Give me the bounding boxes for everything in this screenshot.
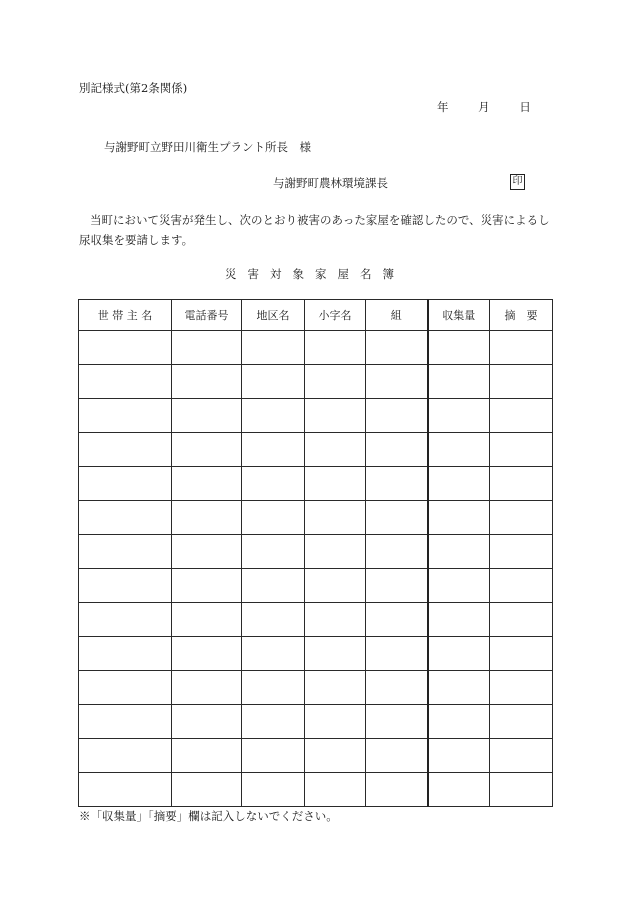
entry-cell[interactable] <box>490 501 553 535</box>
entry-cell[interactable] <box>305 467 366 501</box>
entry-cell[interactable] <box>79 433 172 467</box>
entry-cell[interactable] <box>305 637 366 671</box>
seal-mark: 印 <box>510 174 525 190</box>
table-row <box>79 671 553 705</box>
entry-cell[interactable] <box>428 433 490 467</box>
entry-cell[interactable] <box>428 671 490 705</box>
entry-cell[interactable] <box>172 399 242 433</box>
entry-cell[interactable] <box>242 467 305 501</box>
entry-cell[interactable] <box>305 365 366 399</box>
table-row <box>79 399 553 433</box>
table-row <box>79 535 553 569</box>
entry-cell[interactable] <box>242 637 305 671</box>
entry-cell[interactable] <box>172 773 242 807</box>
entry-cell[interactable] <box>172 739 242 773</box>
entry-cell[interactable] <box>428 773 490 807</box>
entry-cell[interactable] <box>366 569 428 603</box>
entry-cell[interactable] <box>79 399 172 433</box>
date-month-label: 月 <box>478 100 490 114</box>
date-day-label: 日 <box>519 100 531 114</box>
entry-cell[interactable] <box>79 637 172 671</box>
entry-cell[interactable] <box>428 637 490 671</box>
entry-cell[interactable] <box>428 399 490 433</box>
col-header-group: 組 <box>366 300 428 331</box>
table-row <box>79 365 553 399</box>
entry-cell[interactable] <box>172 637 242 671</box>
entry-cell[interactable] <box>79 501 172 535</box>
entry-cell[interactable] <box>428 603 490 637</box>
entry-cell[interactable] <box>79 535 172 569</box>
entry-cell[interactable] <box>490 705 553 739</box>
entry-cell[interactable] <box>490 671 553 705</box>
table-row <box>79 637 553 671</box>
entry-cell[interactable] <box>305 739 366 773</box>
entry-cell[interactable] <box>242 569 305 603</box>
entry-cell[interactable] <box>79 569 172 603</box>
entry-cell[interactable] <box>428 365 490 399</box>
entry-cell[interactable] <box>305 705 366 739</box>
entry-cell[interactable] <box>366 671 428 705</box>
col-header-subdistrict: 小字名 <box>305 300 366 331</box>
entry-cell[interactable] <box>242 433 305 467</box>
entry-cell[interactable] <box>172 671 242 705</box>
entry-cell[interactable] <box>490 569 553 603</box>
entry-cell[interactable] <box>242 331 305 365</box>
table-row <box>79 501 553 535</box>
entry-cell[interactable] <box>305 501 366 535</box>
entry-cell[interactable] <box>490 365 553 399</box>
entry-cell[interactable] <box>242 535 305 569</box>
entry-cell[interactable] <box>490 739 553 773</box>
entry-cell[interactable] <box>79 705 172 739</box>
entry-cell[interactable] <box>79 739 172 773</box>
entry-cell[interactable] <box>305 603 366 637</box>
entry-cell[interactable] <box>305 671 366 705</box>
entry-cell[interactable] <box>242 671 305 705</box>
entry-cell[interactable] <box>366 501 428 535</box>
entry-cell[interactable] <box>305 569 366 603</box>
entry-cell[interactable] <box>366 739 428 773</box>
entry-cell[interactable] <box>428 467 490 501</box>
table-row <box>79 705 553 739</box>
entry-cell[interactable] <box>172 433 242 467</box>
entry-cell[interactable] <box>242 705 305 739</box>
table-row <box>79 569 553 603</box>
col-header-district: 地区名 <box>242 300 305 331</box>
col-header-collected-amount: 収集量 <box>428 300 490 331</box>
entry-cell[interactable] <box>79 331 172 365</box>
entry-cell[interactable] <box>305 433 366 467</box>
entry-cell[interactable] <box>242 773 305 807</box>
entry-cell[interactable] <box>366 331 428 365</box>
entry-cell[interactable] <box>79 365 172 399</box>
register-title: 災害対象家屋名簿 <box>225 267 405 281</box>
entry-cell[interactable] <box>79 671 172 705</box>
sender: 与謝野町農林環境課長 <box>273 176 388 190</box>
table-row <box>79 603 553 637</box>
entry-cell[interactable] <box>428 331 490 365</box>
request-text: 当町において災害が発生し、次のとおり被害のあった家屋を確認したので、災害によるし尿収集を要請します。 <box>79 213 550 247</box>
entry-cell[interactable] <box>172 467 242 501</box>
date-line <box>437 99 531 115</box>
addressee: 与謝野町立野田川衛生プラント所長 様 <box>104 140 311 154</box>
entry-cell[interactable] <box>366 433 428 467</box>
entry-cell[interactable] <box>242 739 305 773</box>
table-row <box>79 331 553 365</box>
entry-cell[interactable] <box>428 705 490 739</box>
entry-cell[interactable] <box>490 603 553 637</box>
entry-cell[interactable] <box>490 433 553 467</box>
table-row <box>79 467 553 501</box>
register-header-row <box>79 300 553 331</box>
entry-cell[interactable] <box>172 705 242 739</box>
footnote: ※「収集量」「摘要」欄は記入しないでください。 <box>79 809 338 823</box>
entry-cell[interactable] <box>79 603 172 637</box>
entry-cell[interactable] <box>366 467 428 501</box>
entry-cell[interactable] <box>490 535 553 569</box>
entry-cell[interactable] <box>172 331 242 365</box>
table-row <box>79 773 553 807</box>
table-row <box>79 739 553 773</box>
col-header-phone: 電話番号 <box>172 300 242 331</box>
entry-cell[interactable] <box>490 331 553 365</box>
entry-cell[interactable] <box>490 637 553 671</box>
entry-cell[interactable] <box>366 399 428 433</box>
col-header-remarks: 摘 要 <box>490 300 553 331</box>
entry-cell[interactable] <box>305 331 366 365</box>
register-table <box>78 299 553 807</box>
entry-cell[interactable] <box>366 773 428 807</box>
entry-cell[interactable] <box>242 603 305 637</box>
entry-cell[interactable] <box>172 501 242 535</box>
entry-cell[interactable] <box>490 467 553 501</box>
entry-cell[interactable] <box>172 365 242 399</box>
entry-cell[interactable] <box>172 535 242 569</box>
date-year-label: 年 <box>437 100 449 114</box>
entry-cell[interactable] <box>305 773 366 807</box>
entry-cell[interactable] <box>242 399 305 433</box>
entry-cell[interactable] <box>366 603 428 637</box>
entry-cell[interactable] <box>490 773 553 807</box>
entry-cell[interactable] <box>305 399 366 433</box>
entry-cell[interactable] <box>79 467 172 501</box>
entry-cell[interactable] <box>428 501 490 535</box>
entry-cell[interactable] <box>172 603 242 637</box>
entry-cell[interactable] <box>242 365 305 399</box>
entry-cell[interactable] <box>428 535 490 569</box>
form-label: 別記様式(第2条関係) <box>79 81 188 95</box>
entry-cell[interactable] <box>366 365 428 399</box>
table-row <box>79 433 553 467</box>
entry-cell[interactable] <box>305 535 366 569</box>
entry-cell[interactable] <box>366 637 428 671</box>
entry-cell[interactable] <box>366 535 428 569</box>
col-header-householder: 世 帯 主 名 <box>79 300 172 331</box>
entry-cell[interactable] <box>428 739 490 773</box>
entry-cell[interactable] <box>79 773 172 807</box>
entry-cell[interactable] <box>428 569 490 603</box>
entry-cell[interactable] <box>242 501 305 535</box>
entry-cell[interactable] <box>366 705 428 739</box>
entry-cell[interactable] <box>490 399 553 433</box>
entry-cell[interactable] <box>172 569 242 603</box>
